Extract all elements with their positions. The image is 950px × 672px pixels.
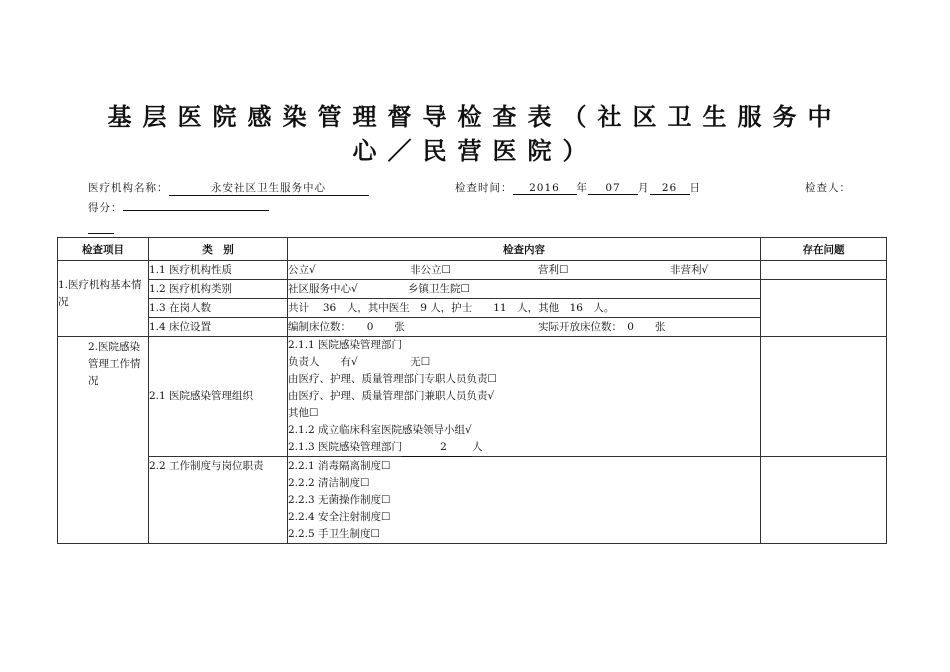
option-community-center: 社区服务中心√ (288, 282, 358, 295)
check-time-field (455, 180, 701, 195)
check-day: 26 (650, 182, 690, 195)
inspection-table (57, 237, 887, 544)
section2-item: 2.医院感染管理工作情况 (58, 337, 149, 544)
content-1-2 (288, 280, 761, 299)
content-line: 2.2.2 清洁制度☐ (288, 477, 370, 489)
open-beds: 实际开放床位数： 0 张 (538, 320, 666, 333)
title-line-1: 基层医院感染管理督导检查表（社区卫生服务中 (107, 103, 843, 131)
check-time-label: 检查时间： (455, 182, 513, 194)
table-row (58, 280, 887, 299)
option-non-public: 非公立☐ (410, 263, 451, 276)
category-1-3: 1.3 在岗人数 (149, 299, 288, 318)
institution-label: 医疗机构名称： (88, 182, 169, 194)
year-unit: 年 (576, 182, 588, 194)
content-1-4 (288, 318, 761, 337)
dept-staff-suffix: 人 (472, 441, 483, 453)
dept-staff-prefix: 2.1.3 医院感染管理部门 (288, 441, 403, 453)
section1-item: 1.医疗机构基本情况 (58, 261, 149, 337)
content-line: 2.1.1 医院感染管理部门 (288, 339, 403, 351)
content-1-3 (288, 299, 761, 318)
page-title (60, 100, 890, 168)
content-line: 由医疗、护理、质量管理部门兼职人员负责√ (288, 390, 495, 402)
option-public: 公立√ (288, 263, 316, 276)
table-row (58, 457, 887, 544)
content-line: 2.2.5 手卫生制度☐ (288, 528, 380, 540)
check-year: 2016 (513, 182, 577, 195)
table-header-row (58, 238, 887, 261)
issues-2-1 (761, 337, 887, 457)
table-row (58, 337, 887, 457)
score-label: 得分： (88, 202, 123, 214)
content-line: 2.2.1 消毒隔离制度☐ (288, 460, 391, 472)
issues-2-2 (761, 457, 887, 544)
day-unit: 日 (689, 182, 701, 194)
content-1-1 (288, 261, 761, 280)
content-2-1 (288, 337, 761, 457)
content-line: 其他☐ (288, 407, 319, 419)
month-unit: 月 (638, 182, 650, 194)
category-2-1: 2.1 医院感染管理组织 (149, 337, 288, 457)
dept-staff-value: 2 (402, 439, 472, 457)
content-line: 2.1.2 成立临床科室医院感染领导小组√ (288, 424, 472, 436)
option-nonprofit: 非营利√ (670, 263, 709, 276)
institution-field (88, 180, 369, 196)
issues-1-2 (761, 280, 887, 337)
planned-beds: 编制床位数： 0 张 (288, 320, 405, 333)
content-2-2 (288, 457, 761, 544)
category-2-2: 2.2 工作制度与岗位职责 (149, 457, 288, 544)
content-line: 负责人 有√ 无☐ (288, 356, 431, 368)
staff-count: 共计 36 人，其中医生 9 人，护士 11 人，其他 16 人。 (288, 301, 615, 314)
content-line: 由医疗、护理、质量管理部门专职人员负责☐ (288, 373, 497, 385)
table-row (58, 261, 887, 280)
category-1-1: 1.1 医疗机构性质 (149, 261, 288, 280)
header-issues: 存在问题 (761, 238, 887, 261)
header-check-content: 检查内容 (288, 238, 761, 261)
score-blank (123, 198, 269, 211)
category-1-2: 1.2 医疗机构类别 (149, 280, 288, 299)
option-profit: 营利☐ (538, 263, 569, 276)
inspector-field (805, 180, 851, 195)
content-line: 2.2.3 无菌操作制度☐ (288, 494, 391, 506)
divider-line (88, 233, 114, 234)
content-line: 2.2.4 安全注射制度☐ (288, 511, 391, 523)
title-line-2: 心／民营医院） (352, 137, 598, 165)
check-month: 07 (588, 182, 638, 195)
inspector-label: 检查人： (805, 182, 851, 194)
option-township-hospital: 乡镇卫生院☐ (408, 282, 470, 295)
category-1-4: 1.4 床位设置 (149, 318, 288, 337)
institution-value: 永安社区卫生服务中心 (169, 180, 369, 196)
score-field (88, 198, 269, 215)
content-line (288, 439, 760, 456)
header-category: 类 别 (149, 238, 288, 261)
header-check-item: 检查项目 (58, 238, 149, 261)
issues-1-1 (761, 261, 887, 280)
